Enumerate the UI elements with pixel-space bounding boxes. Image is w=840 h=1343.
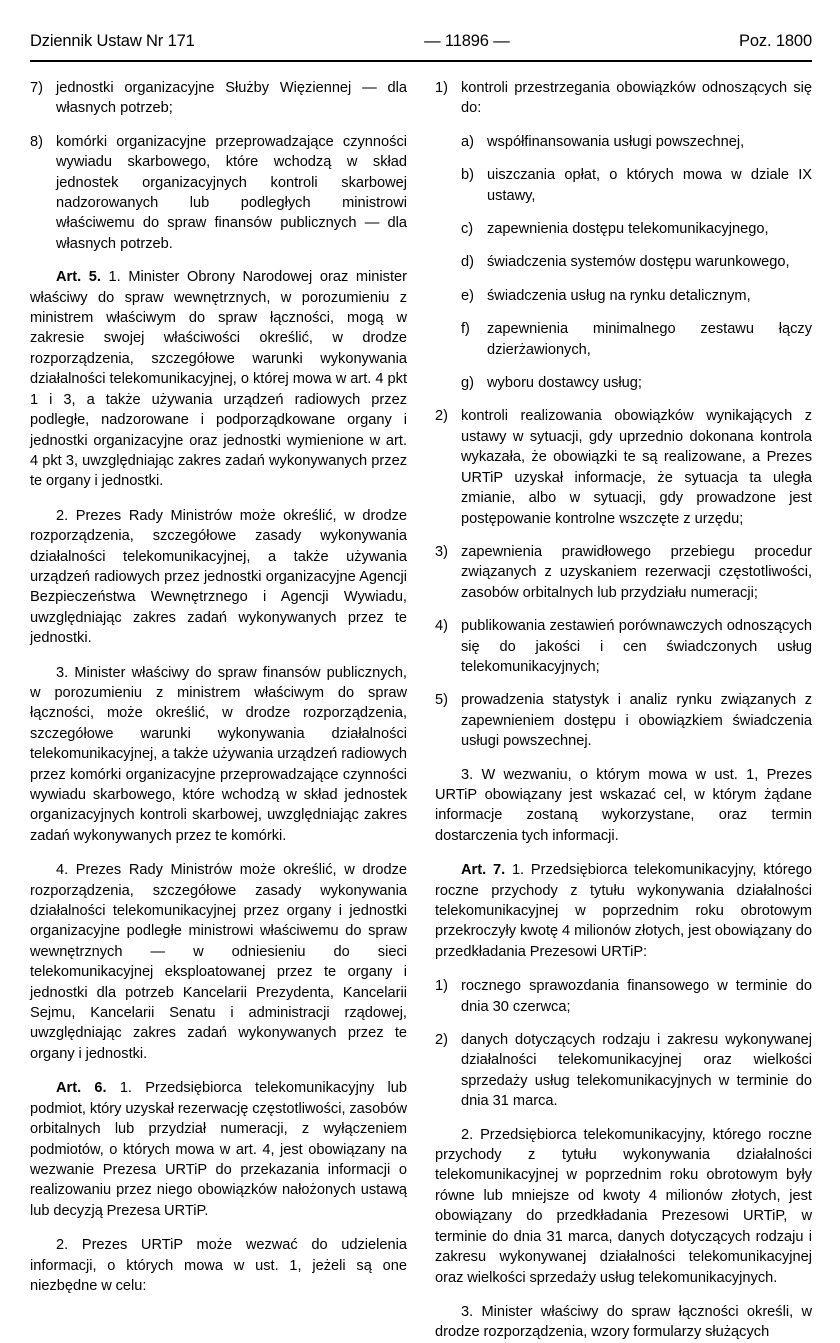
sub-list-item (435, 319, 812, 360)
list-item (435, 976, 812, 1017)
paragraph-text: 1. Przedsiębiorca telekomunikacyjny, którego roczne przychody z tytułu wykonywania działalności telekomunikacyjnej w poprzednim roku obrotowym przekroczyły kwotę 4 milionów złotych, jest obowiązany do przedkładania Prezesowi URTiP: (435, 862, 812, 960)
paragraph (435, 860, 812, 962)
right-column (435, 78, 812, 1341)
paragraph (435, 1125, 812, 1288)
list-item-text: publikowania zestawień porównawczych odnoszących się do jakości i cen świadczonych usług telekomunikacyjnych; (461, 618, 812, 675)
list-marker: 4) (435, 618, 448, 635)
list-item-text: świadczenia systemów dostępu warunkowego, (487, 254, 790, 271)
left-column (30, 78, 407, 1294)
sub-list-item (435, 252, 812, 272)
article-label: Art. 6. (56, 1080, 107, 1097)
paragraph (435, 765, 812, 847)
list-marker: 7) (30, 80, 43, 96)
paragraph (30, 267, 407, 491)
list-item (435, 542, 812, 603)
paragraph-text: 3. Minister właściwy do spraw łączności określi, w drodze rozporządzenia, wzory formularzy służących (435, 1303, 812, 1341)
paragraph (30, 860, 407, 1064)
paragraph-text: 3. Minister właściwy do spraw finansów publicznych, w porozumieniu z ministrem właściwym do spraw łączności, może określić, w drodze rozporządzenia, szczegółowe warunki wykonywania działalności telekomunikacyjnej, a także używania urządzeń radiowych przez komórki organizacyjne przeprowadzające czynności wywiadu skarbowego, które wchodzą w skład jednostek organizacyjnych kontroli skarbowej, uwzględniając zakres zadań wykonywanych przez te komórki. (30, 664, 407, 844)
sub-list-item (435, 286, 812, 306)
list-item-text: kontroli realizowania obowiązków wynikających z ustawy w sytuacji, gdy uprzednio dokonana kontrola wykazała, że obowiązki te są realizowane, a Prezes URTiP uzyskał informacje, że sytuacja ta uległa zmianie, albo w sytuacji, gdy prowadzone jest postępowanie kontrolne wszczęte z urzędu; (461, 408, 812, 527)
list-marker: 2) (435, 408, 448, 425)
list-marker: d) (461, 254, 474, 271)
list-marker: a) (461, 133, 474, 150)
paragraph-text: 3. W wezwaniu, o którym mowa w ust. 1, Prezes URTiP obowiązany jest wskazać cel, w którym żądane informacje zostaną wykorzystane, oraz termin dostarczenia tych informacji. (435, 766, 812, 844)
list-marker: 1) (435, 80, 448, 96)
list-marker: 1) (435, 978, 448, 995)
header-rule (30, 60, 812, 62)
list-marker: 2) (435, 1032, 448, 1049)
list-item-text: jednostki organizacyjne Służby Więziennej — dla własnych potrzeb; (56, 80, 407, 117)
list-item-text: świadczenia usług na rynku detalicznym, (487, 287, 751, 304)
list-item-text: uiszczania opłat, o których mowa w dziale IX ustawy, (487, 167, 812, 204)
list-marker: g) (461, 375, 474, 392)
list-item-text: zapewnienia prawidłowego przebiegu procedur związanych z uzyskaniem rezerwacji częstotliwości, zasobów orbitalnych lub przydziału numeracji; (461, 543, 812, 601)
paragraph (30, 1078, 407, 1221)
sub-list-item (435, 165, 812, 206)
list-item-text: zapewnienia dostępu telekomunikacyjnego, (487, 221, 769, 238)
paragraph-text: 2. Prezes Rady Ministrów może określić, w drodze rozporządzenia, szczegółowe zasady wykonywania działalności telekomunikacyjnej, a także używania urządzeń radiowych przez jednostki organizacyjne Agencji Bezpieczeństwa Wewnętrznego i Agencji Wywiadu, uwzględniając zakres zadań wykonywanych przez te jednostki. (30, 507, 407, 647)
list-marker: b) (461, 167, 474, 184)
paragraph-text: 2. Prezes URTiP może wezwać do udzielenia informacji, o których mowa w ust. 1, jeżeli są one niezbędne w celu: (30, 1237, 407, 1294)
paragraph-text: 4. Prezes Rady Ministrów może określić, w drodze rozporządzenia, szczegółowe zasady wykonywania działalności telekomunikacyjnej przez organy i jednostki organizacyjne podległe ministrowi właściwemu do spraw wewnętrznych — w odniesieniu do sieci telekomunikacyjnej eksploatowanej przez te organy i jednostki dla potrzeb Kancelarii Prezydenta, Kancelarii Sejmu, Kancelarii Senatu i administracji rządowej, uwzględniając zakres zadań wykonywanych przez te organy i jednostki. (30, 862, 407, 1062)
sub-list-item (435, 219, 812, 239)
paragraph (30, 506, 407, 649)
list-marker: c) (461, 221, 474, 238)
paragraph (30, 1235, 407, 1296)
list-item (435, 616, 812, 677)
paragraph (30, 663, 407, 847)
article-label: Art. 7. (461, 862, 506, 879)
list-item-text: wyboru dostawcy usług; (487, 375, 642, 392)
paragraph-text: 1. Minister Obrony Narodowej oraz minister właściwy do spraw wewnętrznych, w porozumieniu z ministrem właściwym do spraw łączności, mogą w zakresie swojej właściwości określić, w drodze rozporządzenia, szczegółowe warunki wykonywania działalności telekomunikacyjnej, o której mowa w art. 4 pkt 1 i 3, a także używania urządzeń radiowych przez podległe, nadzorowane i podporządkowane organy i jednostki organizacyjne oraz jednostki wymienione w art. 4 pkt 3, uwzględniając zakres zadań wykonywanych przez te organy i jednostki. (30, 269, 407, 490)
list-item-text: kontroli przestrzegania obowiązków odnoszących się do: (461, 80, 812, 117)
list-item (30, 132, 407, 254)
body-columns (30, 78, 812, 1341)
list-item (435, 406, 812, 528)
paragraph (435, 1302, 812, 1343)
page-running-head (30, 32, 812, 51)
list-marker: f) (461, 321, 470, 338)
list-marker: 5) (435, 692, 448, 709)
paragraph-text: 2. Przedsiębiorca telekomunikacyjny, którego roczne przychody z tytułu wykonywania działalności telekomunikacyjnej w poprzednim roku obrotowym były równe lub mniejsze od kwoty 4 milionów złotych, jest obowiązany do przedkładania Prezesowi URTiP, w terminie do dnia 31 marca, danych dotyczących rodzaju i zakresu wykonywanej działalności telekomunikacyjnej oraz wielkości sprzedaży usług telekomunikacyjnych. (435, 1126, 812, 1286)
paragraph-text: 1. Przedsiębiorca telekomunikacyjny lub podmiot, który uzyskał rezerwację częstotliwości, zasobów orbitalnych lub przydział numeracji, z wyłączeniem podmiotów, o których mowa w art. 4, jest obowiązany na wezwanie Prezesa URTiP do przekazania informacji o realizowaniu przez niego obowiązków nałożonych ustawą lub decyzją Prezesa URTiP. (30, 1080, 407, 1219)
list-marker: 8) (30, 133, 43, 150)
list-item-text: komórki organizacyjne przeprowadzające czynności wywiadu skarbowego, które wchodzą w skład jednostek organizacyjnych kontroli skarbowej nadzorowanych lub podległych ministrowi właściwemu do spraw finansów publicznych — dla własnych potrzeb. (56, 133, 407, 252)
list-item (435, 1030, 812, 1112)
list-item-text: współfinansowania usługi powszechnej, (487, 133, 745, 150)
sub-list-item (435, 373, 812, 393)
sub-list-item (435, 132, 812, 152)
list-item (435, 690, 812, 751)
list-marker: 3) (435, 543, 448, 560)
list-item-text: zapewnienia minimalnego zestawu łączy dzierżawionych, (487, 321, 812, 358)
page-number: — 11896 — (424, 32, 510, 50)
list-item-text: rocznego sprawozdania finansowego w terminie do dnia 30 czerwca; (461, 978, 812, 1015)
list-item (435, 78, 812, 119)
list-marker: e) (461, 287, 474, 304)
gazette-title: Dziennik Ustaw Nr 171 (30, 32, 195, 50)
article-label: Art. 5. (56, 269, 101, 286)
list-item (30, 78, 407, 119)
list-item-text: danych dotyczących rodzaju i zakresu wykonywanej działalności telekomunikacyjnej oraz wielkości sprzedaży usług telekomunikacyjnych w terminie do dnia 31 marca. (461, 1032, 812, 1110)
list-item-text: prowadzenia statystyk i analiz rynku związanych z zapewnieniem dostępu i obowiązkiem świadczenia usługi powszechnej. (461, 692, 812, 750)
position-number: Poz. 1800 (739, 32, 812, 50)
